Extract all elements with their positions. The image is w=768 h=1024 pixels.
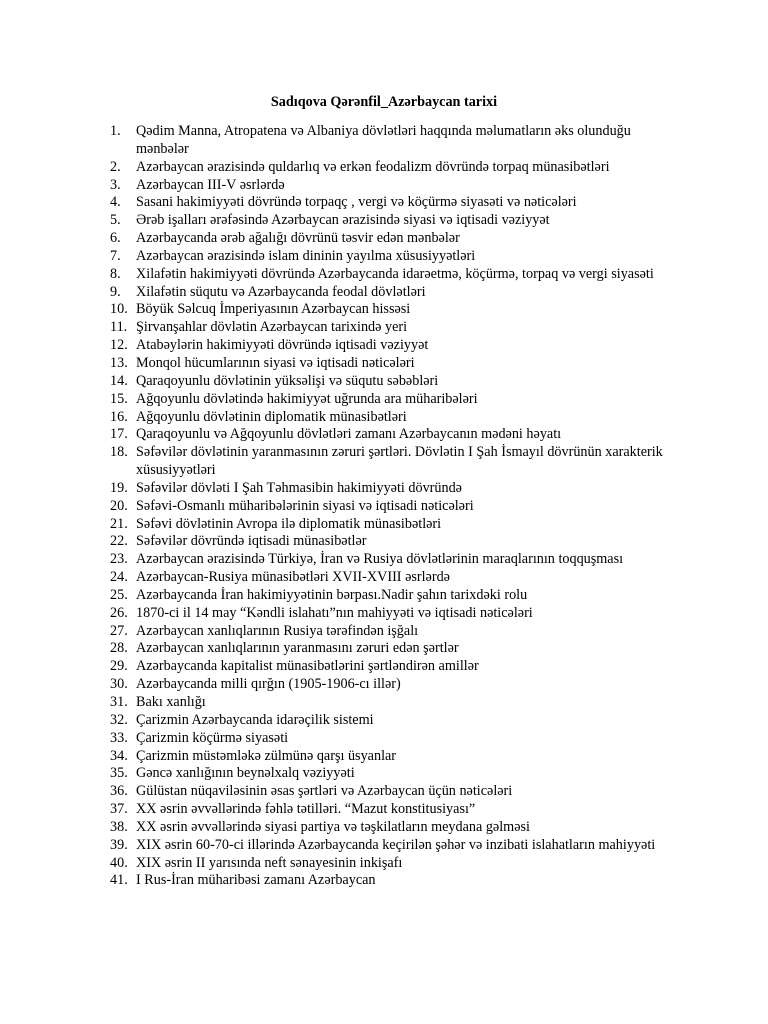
list-item-text: Atabəylərin hakimiyyəti dövründə iqtisadi vəziyyət	[136, 337, 429, 354]
list-item-number: 9.	[110, 283, 121, 300]
list-item	[110, 569, 678, 587]
list-item	[110, 266, 678, 284]
list-item	[110, 730, 678, 748]
list-item-number: 11.	[110, 319, 128, 336]
list-item	[110, 355, 678, 373]
list-item	[110, 194, 678, 212]
list-item	[110, 444, 678, 480]
list-item	[110, 516, 678, 534]
list-item	[110, 748, 678, 766]
list-item-text: Xilafətin süqutu və Azərbaycanda feodal dövlətləri	[136, 283, 426, 300]
list-item	[110, 658, 678, 676]
list-item	[110, 712, 678, 730]
list-item-number: 34.	[110, 747, 128, 764]
list-item	[110, 409, 678, 427]
list-item-text: XIX əsrin 60-70-ci illərində Azərbaycanda keçirilən şəhər və inzibati islahatların mahiyyəti	[136, 836, 656, 853]
list-item-text: Azərbaycan III-V əsrlərdə	[136, 176, 285, 193]
list-item-number: 31.	[110, 694, 128, 710]
list-item-number: 19.	[110, 479, 128, 496]
list-item-text: Qədim Manna, Atropatena və Albaniya dövlətləri haqqında məlumatların əks olunduğu mənbələr	[136, 123, 631, 157]
list-item-text: Gəncə xanlığının beynəlxalq vəziyyəti	[136, 765, 355, 782]
list-item	[110, 587, 678, 605]
list-item-number: 17.	[110, 426, 128, 443]
list-item-text: 1870-ci il 14 may “Kəndli islahatı”nın mahiyyəti və iqtisadi nəticələri	[136, 604, 533, 621]
list-item-text: Azərbaycanda İran hakimiyyətinin bərpası.Nadir şahın tarixdəki rolu	[136, 586, 528, 603]
list-item-text: Səfəvi dövlətinin Avropa ilə diplomatik münasibətləri	[136, 515, 442, 532]
list-item	[110, 498, 678, 516]
list-item	[110, 248, 678, 266]
list-item	[110, 819, 678, 837]
list-item-number: 12.	[110, 337, 128, 354]
list-item	[110, 623, 678, 641]
list-item	[110, 855, 678, 873]
list-item	[110, 426, 678, 444]
list-item-number: 20.	[110, 497, 128, 514]
list-item-text: Şirvanşahlar dövlətin Azərbaycan tarixində yeri	[136, 319, 408, 336]
list-item-number: 37.	[110, 801, 128, 818]
list-item-number: 5.	[110, 212, 121, 229]
list-item-text: Səfəvi-Osmanlı müharibələrinin siyasi və iqtisadi nəticələri	[136, 497, 474, 514]
list-item-number: 2.	[110, 158, 121, 175]
list-item-text: Xilafətin hakimiyyəti dövründə Azərbaycanda idarəetmə, köçürmə, torpaq və vergi siyasəti	[136, 265, 654, 282]
list-item	[110, 123, 678, 159]
list-item-text: Azərbaycan xanlıqlarının Rusiya tərəfindən işğalı	[136, 622, 419, 639]
list-item-number: 14.	[110, 372, 128, 389]
list-item-text: Ağqoyunlu dövlətində hakimiyyət uğrunda ara müharibələri	[136, 390, 478, 407]
list-item	[110, 177, 678, 195]
list-item-number: 25.	[110, 586, 128, 603]
list-item	[110, 837, 678, 855]
list-item-number: 29.	[110, 658, 128, 675]
list-item-text: Səfəvilər dövründə iqtisadi münasibətlər	[136, 533, 367, 550]
list-item-number: 8.	[110, 265, 121, 282]
list-item-number: 1.	[110, 123, 121, 139]
list-item-number: 4.	[110, 194, 121, 211]
list-item-number: 10.	[110, 301, 128, 318]
list-item-text: Azərbaycan xanlıqlarının yaranmasını zəruri edən şərtlər	[136, 640, 459, 657]
list-item-number: 18.	[110, 444, 128, 461]
list-item-text: Azərbaycan ərazisində Türkiyə, İran və Rusiya dövlətlərinin maraqlarının toqquşması	[136, 551, 624, 568]
list-item	[110, 533, 678, 551]
list-item-text: Azərbaycanda kapitalist münasibətlərini şərtləndirən amillər	[136, 658, 479, 675]
list-item	[110, 783, 678, 801]
list-item	[110, 301, 678, 319]
list-item-number: 30.	[110, 676, 128, 693]
list-item-text: Bakı xanlığı	[136, 694, 206, 710]
list-item	[110, 212, 678, 230]
list-item-text: Ərəb işalları ərəfəsində Azərbaycan ərazisində siyasi və iqtisadi vəziyyət	[136, 212, 550, 229]
list-item-number: 24.	[110, 569, 128, 586]
list-item-number: 13.	[110, 354, 128, 371]
list-item	[110, 676, 678, 694]
list-item-text: Azərbaycan-Rusiya münasibətləri XVII-XVIII əsrlərdə	[136, 569, 450, 586]
list-item-text: Sasani hakimiyyəti dövründə torpaqç , vergi və köçürmə siyasəti və nəticələri	[136, 194, 577, 211]
list-item-number: 35.	[110, 765, 128, 782]
list-item	[110, 872, 678, 890]
list-item-number: 23.	[110, 551, 128, 568]
list-item-text: Gülüstan nüqaviləsinin əsas şərtləri və Azərbaycan üçün nəticələri	[136, 783, 513, 800]
list-item-text: Azərbaycanda milli qırğın (1905-1906-cı illər)	[136, 676, 401, 693]
list-item	[110, 480, 678, 498]
list-item	[110, 373, 678, 391]
list-item	[110, 765, 678, 783]
list-item-number: 21.	[110, 515, 128, 532]
list-item-number: 38.	[110, 818, 128, 835]
list-item-text: I Rus-İran müharibəsi zamanı Azərbaycan	[136, 872, 376, 889]
list-item-text: Böyük Səlcuq İmperiyasının Azərbaycan hissəsi	[136, 301, 411, 318]
list-item-number: 41.	[110, 872, 128, 889]
list-item-number: 16.	[110, 408, 128, 425]
list-item-text: Ağqoyunlu dövlətinin diplomatik münasibətləri	[136, 408, 407, 425]
list-item-text: Azərbaycanda ərəb ağalığı dövrünü təsvir edən mənbələr	[136, 230, 460, 247]
list-item-text: Azərbaycan ərazisində islam dininin yayılma xüsusiyyətləri	[136, 247, 476, 264]
list-item-number: 28.	[110, 640, 128, 657]
list-item-text: XIX əsrin II yarısında neft sənayesinin inkişafı	[136, 854, 403, 871]
list-item-number: 3.	[110, 176, 121, 193]
list-item-number: 7.	[110, 247, 121, 264]
topic-list	[110, 123, 678, 890]
list-item	[110, 640, 678, 658]
list-item	[110, 159, 678, 177]
list-item	[110, 337, 678, 355]
list-item-number: 32.	[110, 711, 128, 728]
list-item	[110, 551, 678, 569]
list-item-text: Çarizmin köçürmə siyasəti	[136, 729, 289, 746]
document-title: Sadıqova Qərənfil_Azərbaycan tarixi	[270, 94, 498, 110]
list-item-number: 27.	[110, 622, 128, 639]
list-item-text: Qaraqoyunlu və Ağqoyunlu dövlətləri zamanı Azərbaycanın mədəni həyatı	[136, 426, 562, 443]
list-item-number: 6.	[110, 230, 121, 247]
list-item	[110, 284, 678, 302]
list-item-text: XX əsrin əvvəllərində siyasi partiya və təşkilatların meydana gəlməsi	[136, 818, 530, 835]
list-item-text: Qaraqoyunlu dövlətinin yüksəlişi və süqutu səbəbləri	[136, 372, 439, 389]
list-item	[110, 605, 678, 623]
list-item-number: 22.	[110, 533, 128, 550]
list-item-number: 15.	[110, 390, 128, 407]
list-item	[110, 230, 678, 248]
list-item	[110, 319, 678, 337]
list-item-number: 26.	[110, 604, 128, 621]
list-item-number: 33.	[110, 729, 128, 746]
list-item	[110, 801, 678, 819]
list-item	[110, 391, 678, 409]
list-item-text: Səfəvilər dövləti I Şah Təhmasibin hakimiyyəti dövründə	[136, 479, 462, 496]
list-item-text: Monqol hücumlarının siyasi və iqtisadi nəticələri	[136, 354, 415, 371]
list-item-text: Azərbaycan ərazisində quldarlıq və erkən feodalizm dövründə torpaq münasibətləri	[136, 158, 610, 175]
list-item-number: 39.	[110, 836, 128, 853]
list-item-number: 36.	[110, 783, 128, 800]
list-item	[110, 694, 678, 712]
list-item-number: 40.	[110, 854, 128, 871]
list-item-text: Çarizmin müstəmləkə zülmünə qarşı üsyanlar	[136, 747, 397, 764]
list-item-text: Səfəvilər dövlətinin yaranmasının zəruri şərtləri. Dövlətin I Şah İsmayıl dövrünün xarakterik xüsusiyyətləri	[136, 444, 663, 479]
list-item-text: XX əsrin əvvəllərində fəhlə tətilləri. “Mazut konstitusiyası”	[136, 801, 476, 818]
list-item-text: Çarizmin Azərbaycanda idarəçilik sistemi	[136, 711, 374, 728]
